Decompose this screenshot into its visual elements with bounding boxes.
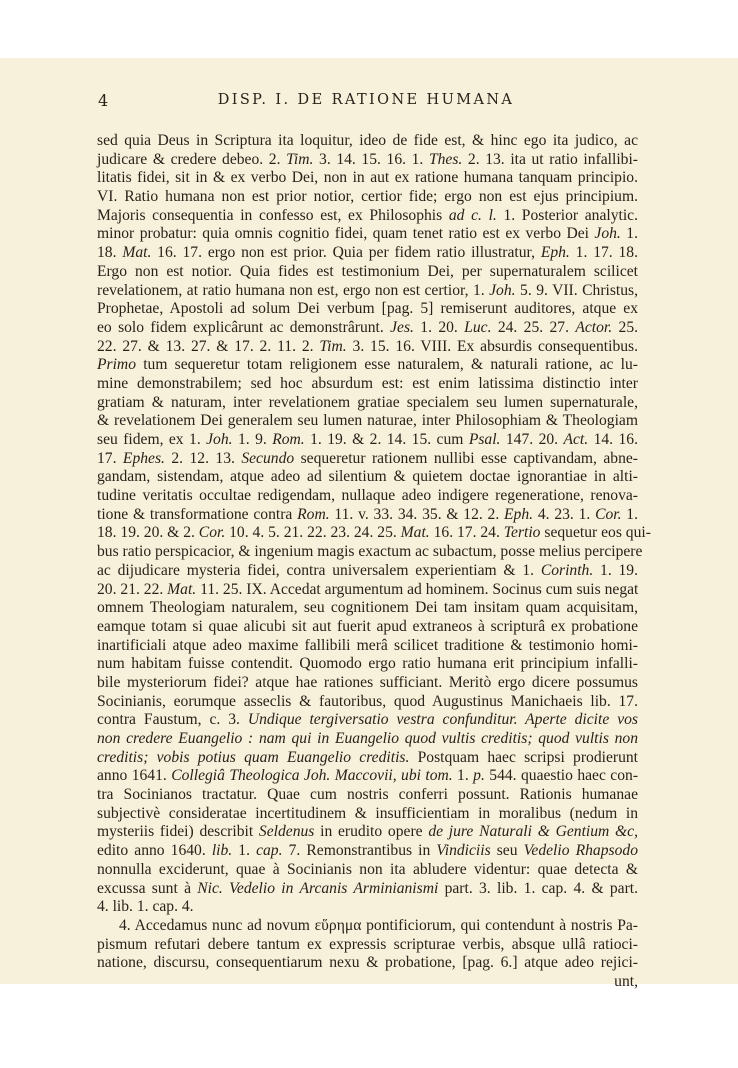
text-segment: gratiam & naturam, inter revelationem gratiae specialem seu lumen supernaturale, [97, 393, 638, 411]
text-segment: mysteriis fidei) describit [97, 823, 259, 841]
text-segment: unt, [614, 972, 638, 990]
text-line [97, 263, 638, 282]
italic-segment: Psal. [468, 431, 501, 448]
italic-segment: Jes. [390, 318, 414, 336]
text-line [97, 917, 638, 936]
text-segment: num habitam fuisse contendit. Quomodo ergo ratio humana erit principium infalli- [97, 655, 638, 673]
text-line [97, 524, 651, 543]
italic-segment: creditis; vobis potius quam Euangelio creditis. [97, 748, 410, 766]
italic-segment: lib. [211, 842, 233, 860]
italic-segment: non credere Euangelio : nam qui in Euangelio quod vultis creditis; quod vultis non [97, 730, 638, 747]
text-segment: 1. [621, 505, 638, 523]
italic-segment: Tim. [319, 337, 347, 355]
italic-segment: Eph. [540, 244, 570, 262]
text-segment: 1. 9. [232, 431, 273, 448]
italic-segment: p. [473, 767, 485, 785]
text-segment: 1. 17. 18. [569, 244, 638, 262]
text-line [97, 506, 638, 525]
text-segment: 1. [232, 842, 257, 860]
text-line [97, 169, 638, 188]
text-line [97, 487, 638, 506]
italic-segment: Primo [97, 356, 136, 374]
text-line [97, 132, 638, 151]
text-segment: 544. quaestio haec con- [484, 767, 639, 785]
italic-segment: de jure Naturali & Gentium &c, [428, 823, 639, 841]
text-line [97, 543, 643, 562]
text-segment: 1. Posterior analytic. [496, 206, 638, 224]
text-segment: 4. 23. 1. [533, 505, 596, 523]
italic-segment: Joh. [594, 225, 621, 243]
text-line [97, 225, 638, 244]
text-segment: natione, discursu, consequentiarum nexu & probatione, [pag. 6.] atque adeo rejici- [97, 954, 638, 972]
text-segment: 3. 14. 15. 16. 1. [313, 150, 429, 168]
text-segment: part. 3. lib. 1. cap. 4. & part. [438, 879, 638, 897]
text-segment: Prophetae, Apostoli ad solum Dei verbum [pag. 5] remiserunt auditores, atque ex [97, 300, 638, 318]
text-segment: & revelationem Dei generalem seu lumen naturae, inter Philosophiam & Theologiam [97, 412, 638, 430]
text-segment: 22. 27. & 13. 27. & 17. 2. 11. 2. [97, 337, 320, 355]
text-segment: 18. [97, 244, 123, 262]
text-segment: 1. [452, 767, 474, 785]
italic-segment: Ephes. [122, 449, 165, 467]
italic-segment: Eph. [504, 505, 534, 523]
text-segment: 4. lib. 1. cap. 4. [97, 898, 194, 916]
text-line [97, 861, 638, 880]
text-segment: mine demonstrabilem; sed hoc absurdum est: est enim latissima distinctio inter [97, 374, 638, 392]
text-segment: 2. 12. 13. [164, 449, 242, 467]
text-line [97, 394, 638, 413]
italic-segment: Mat. [167, 580, 197, 598]
text-segment: 16. 17. ergo non est prior. Quia per fidem ratio illustratur, [151, 244, 541, 262]
text-segment: VI. Ratio humana non est prior notior, certior fide; ergo non est ejus principium. [97, 188, 638, 206]
italic-segment: Tertio [503, 524, 541, 542]
text-line [97, 356, 638, 375]
text-segment: gandam, sistendam, atque adeo ad silentium & quietem doctae ignorantiae in alti- [97, 468, 638, 486]
text-segment: 11. v. 33. 34. 35. & 12. 2. [329, 505, 505, 523]
italic-segment: Actor. [575, 318, 613, 336]
text-segment: 25. [612, 318, 639, 336]
text-segment: nonnulla exciderunt, quae à Socinianis non ita abludere videntur: quae detecta & [97, 860, 638, 878]
text-segment: 147. 20. [500, 431, 564, 448]
italic-segment: Collegiâ Theologica Joh. Maccovii, ubi tom. [171, 767, 453, 785]
text-line [97, 468, 638, 487]
italic-segment: Joh. [489, 281, 516, 299]
italic-segment: Joh. [206, 431, 233, 448]
page-header [96, 91, 636, 113]
text-segment: tra Socinianos tractatur. Quae cum nostris conferri possunt. Rationis humanae [97, 786, 638, 804]
italic-segment: Rom. [272, 431, 305, 448]
text-segment: 18. 19. 20. & 2. [97, 524, 199, 542]
text-line [97, 562, 638, 581]
text-line [97, 823, 638, 842]
text-line [97, 786, 638, 805]
text-segment: Postquam haec scripsi prodierunt [409, 748, 638, 766]
text-segment: Socinianis, eorumque asseclis & fautoribus, quod Augustinus Manichaeis lib. 17. [97, 692, 638, 710]
text-segment: minor probatur: quia omnis cognitio fidei, quam tenet ratio est ex verbo Dei [97, 225, 595, 243]
book-page [0, 58, 738, 990]
text-segment: 10. 4. 5. 21. 22. 23. 24. 25. [225, 524, 401, 542]
text-segment: 17. [97, 449, 123, 467]
text-line [97, 880, 638, 899]
text-segment: omnem Theologiam naturalem, seu cognitionem Dei tam insitam quam acquisitam, [97, 599, 638, 617]
text-segment: sed quia Deus in Scriptura ita loquitur, ideo de fide est, & hinc ego ita judico, ac [97, 132, 638, 149]
text-segment: 1. [620, 225, 638, 243]
text-segment: 5. 9. VII. Christus, [515, 281, 639, 299]
italic-segment: Undique tergiversatio vestra confunditur. Aperte dicite vos [247, 711, 638, 729]
text-segment: inartificiali atque adeo maxime fallibili merâ scilicet traditione & testimonio homi- [97, 636, 638, 654]
italic-segment: Rom. [297, 505, 330, 523]
text-segment: 7. Remonstrantibus in [282, 842, 437, 860]
text-line [97, 711, 638, 730]
text-line [97, 936, 638, 955]
text-segment: eamque totam si quae alicubi sit aut fuerit apud extraneos à scripturâ ex probatione [97, 617, 638, 635]
text-line [97, 767, 638, 786]
text-segment: sequetur eos qui- [540, 524, 651, 542]
text-segment: anno 1641. [97, 767, 172, 785]
text-segment: 4. Accedamus nunc ad novum εὕρημα pontificiorum, qui contendunt à nostris Pa- [119, 916, 638, 934]
text-line [97, 655, 638, 674]
text-segment: bus ratio perspicacior, & ingenium magis exactum ac subactum, posse melius percipere [97, 543, 643, 561]
text-line [97, 375, 638, 394]
italic-segment: Corinth. [540, 561, 594, 579]
text-segment: 16. 17. 24. [429, 524, 504, 542]
text-segment: 2. 13. ita ut ratio infallibi- [462, 150, 638, 168]
text-segment: ac dijudicare mysteria fidei, contra universalem experientiam & 1. [97, 561, 541, 579]
text-segment: tum sequeretur totam religionem esse naturalem, & naturali ratione, ac lu- [135, 356, 638, 374]
text-line [97, 151, 638, 170]
text-segment: 1. 19. [593, 561, 639, 579]
text-line [97, 581, 638, 600]
text-segment: sequeretur rationem nullibi esse captivandam, abne- [294, 449, 638, 467]
italic-segment: Seldenus [258, 823, 315, 841]
italic-segment: Secundo [241, 449, 295, 467]
text-line [97, 244, 638, 263]
text-segment: revelationem, at ratio humana non est, ergo non est certior, 1. [97, 281, 490, 299]
italic-segment: Thes. [428, 150, 463, 168]
page-number: 4 [98, 91, 109, 110]
text-segment: 1. 19. & 2. 14. 15. cum [304, 431, 469, 448]
text-line [97, 412, 638, 431]
text-segment: seu [490, 842, 524, 860]
text-segment: edito anno 1640. [97, 842, 212, 860]
text-segment: 14. 16. [588, 431, 638, 448]
text-line [97, 207, 638, 226]
italic-segment: Luc. [464, 318, 492, 336]
text-segment: bile mysteriorum fidei? atque hae rationes sufficiant. Meritò ergo dicere possumus [97, 673, 638, 691]
text-line [97, 188, 638, 207]
text-segment: tudine veritatis occultae redigendam, nullaque adeo indigere regeneratione, renova- [97, 487, 638, 505]
italic-segment: Tim. [286, 150, 314, 168]
text-line [97, 319, 638, 338]
text-line [97, 674, 638, 693]
text-segment: 1. 20. [413, 318, 465, 336]
text-line [97, 300, 638, 319]
text-line [97, 599, 638, 618]
text-segment: 24. 25. 27. [491, 318, 576, 336]
text-line [97, 973, 638, 992]
text-segment: 20. 21. 22. [97, 580, 168, 598]
text-segment: Ergo non est notior. Quia fides est testimonium Dei, per supernaturalem scilicet [97, 262, 638, 280]
text-segment: subjectivè consideratae incertitudinem & insufficientiam in moralibus (nedum in [97, 804, 638, 822]
text-line [97, 338, 638, 357]
italic-segment: Mat. [122, 244, 152, 262]
text-segment: contra Faustum, c. 3. [97, 711, 248, 729]
text-segment: in erudito opere [314, 823, 429, 841]
text-segment: 11. 25. IX. Accedat argumentum ad hominem. Socinus cum suis negat [196, 580, 639, 598]
italic-segment: Nic. Vedelio in Arcanis Arminianismi [197, 879, 439, 897]
running-title: DISP. I. DE RATIONE HUMANA [217, 92, 515, 108]
text-segment: litatis fidei, sit in & ex verbo Dei, non in aut ex ratione humana tanquam principio. [97, 169, 638, 187]
text-line [97, 749, 638, 768]
text-line [97, 637, 638, 656]
text-segment: eo solo fidem explicârunt ac demonstrârunt. [97, 318, 391, 336]
text-segment: seu fidem, ex 1. [97, 431, 207, 448]
body-text [97, 132, 651, 992]
italic-segment: ad c. l. [448, 206, 497, 224]
text-segment: judicare & credere debeo. 2. [97, 150, 287, 168]
text-segment: pismum refutari debere tantum ex expressis scripturae verbis, absque ullâ ratioci- [97, 935, 638, 953]
text-segment: tione & transformatione contra [97, 505, 298, 523]
text-line [97, 450, 638, 469]
italic-segment: Act. [563, 431, 589, 448]
italic-segment: Vedelio Rhapsodo [523, 842, 638, 860]
text-segment: excussa sunt à [97, 879, 198, 897]
italic-segment: cap. [256, 842, 283, 860]
text-line [97, 842, 638, 861]
text-line [97, 693, 638, 712]
text-line [97, 805, 638, 824]
text-line [97, 431, 638, 450]
italic-segment: Cor. [595, 505, 622, 523]
text-line [97, 898, 638, 917]
text-line [97, 730, 638, 749]
text-segment: 3. 15. 16. VIII. Ex absurdis consequentibus. [346, 337, 639, 355]
text-line [97, 282, 638, 301]
text-line [97, 618, 638, 637]
italic-segment: Cor. [198, 524, 226, 542]
italic-segment: Mat. [400, 524, 430, 542]
italic-segment: Vindiciis [436, 842, 491, 860]
text-line [97, 954, 638, 973]
text-segment: Majoris consequentia in confesso est, ex Philosophis [97, 206, 449, 224]
